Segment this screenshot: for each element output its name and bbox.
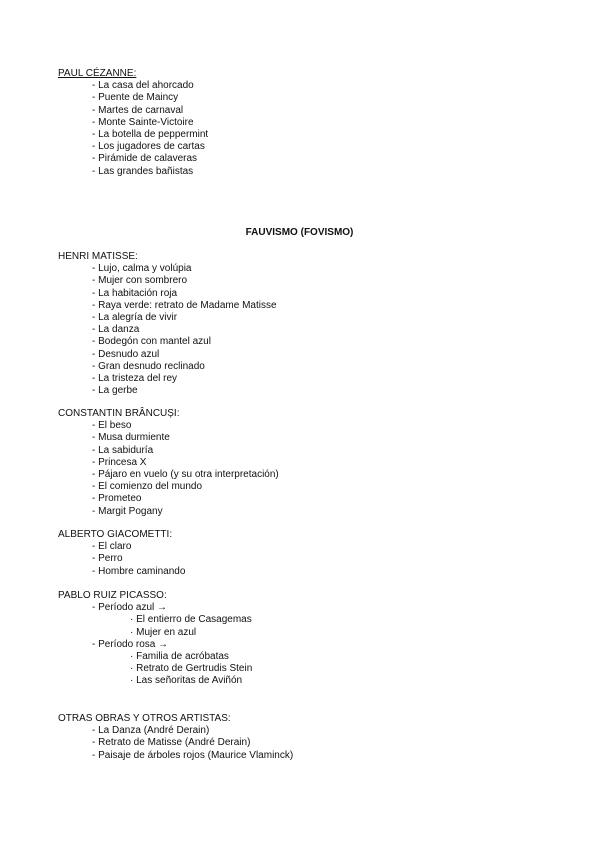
list-item: - Pájaro en vuelo (y su otra interpretación) xyxy=(92,469,279,481)
list-item: - Prometeo xyxy=(92,493,142,505)
heading-matisse: HENRI MATISSE: xyxy=(58,251,138,262)
sublist-azul xyxy=(58,614,558,638)
section-otras xyxy=(58,713,558,762)
list-cezanne xyxy=(58,80,558,178)
section-brancusi xyxy=(58,408,558,518)
list-item: - El claro xyxy=(92,541,132,553)
list-item: - La casa del ahorcado xyxy=(92,80,194,92)
list-item: - Retrato de Matisse (André Derain) xyxy=(92,737,251,749)
list-item: - Hombre caminando xyxy=(92,565,186,577)
period-azul: - Período azul → xyxy=(92,602,168,614)
list-item: - La sabiduría xyxy=(92,444,154,456)
list-item: - Bodegón con mantel azul xyxy=(92,336,211,348)
list-item: - La alegría de vivir xyxy=(92,312,178,324)
section-matisse xyxy=(58,251,558,397)
list-item: · Las señoritas de Aviñón xyxy=(130,675,243,687)
list-brancusi xyxy=(58,420,558,518)
list-item: - Perro xyxy=(92,553,123,565)
list-item: - Lujo, calma y volúpia xyxy=(92,263,192,275)
section-picasso xyxy=(58,590,558,688)
list-item: - Martes de carnaval xyxy=(92,104,184,116)
heading-picasso: PABLO RUIZ PICASSO: xyxy=(58,590,167,601)
list-item: - La botella de peppermint xyxy=(92,129,209,141)
list-item: - Puente de Maincy xyxy=(92,92,179,104)
list-item: - La tristeza del rey xyxy=(92,373,178,385)
list-picasso xyxy=(58,602,558,687)
period-rosa: - Período rosa → xyxy=(92,638,169,650)
list-item: · El entierro de Casagemas xyxy=(130,614,252,626)
heading-brancusi: CONSTANTIN BRÂNCUȘI: xyxy=(58,408,180,419)
list-item: - Princesa X xyxy=(92,456,147,468)
section-giacometti xyxy=(58,529,558,578)
heading-otras: OTRAS OBRAS Y OTROS ARTISTAS: xyxy=(58,713,231,724)
list-item: - El beso xyxy=(92,420,132,432)
list-item: - La habitación roja xyxy=(92,287,178,299)
list-item: - Paisaje de árboles rojos (Maurice Vlaminck) xyxy=(92,749,294,761)
list-item: - Las grandes bañistas xyxy=(92,165,194,177)
heading-cezanne: PAUL CÉZANNE: xyxy=(58,68,137,79)
list-matisse xyxy=(58,263,558,397)
list-item: - La Danza (André Derain) xyxy=(92,725,210,737)
list-item: - Mujer con sombrero xyxy=(92,275,188,287)
period-rosa-works xyxy=(58,651,558,688)
list-item: · Mujer en azul xyxy=(130,626,197,638)
list-item: · Familia de acróbatas xyxy=(130,651,229,663)
list-giacometti xyxy=(58,541,558,578)
list-item: - Los jugadores de cartas xyxy=(92,141,205,153)
list-item: - La gerbe xyxy=(92,385,138,397)
list-item: - La danza xyxy=(92,324,140,336)
list-item: - Musa durmiente xyxy=(92,432,170,444)
period-azul-works xyxy=(58,614,558,638)
list-item: - El comienzo del mundo xyxy=(92,481,203,493)
section-title-fauvismo: FAUVISMO (FOVISMO) xyxy=(245,227,354,238)
list-item: - Pirámide de calaveras xyxy=(92,153,198,165)
section-cezanne xyxy=(58,68,558,178)
list-item: - Margit Pogany xyxy=(92,505,163,517)
list-item: - Desnudo azul xyxy=(92,348,160,360)
list-item: - Monte Sainte-Victoire xyxy=(92,116,194,128)
list-otras xyxy=(58,725,558,762)
heading-giacometti: ALBERTO GIACOMETTI: xyxy=(58,529,173,540)
list-item: - Raya verde: retrato de Madame Matisse xyxy=(92,299,277,311)
list-item: · Retrato de Gertrudis Stein xyxy=(130,663,253,675)
list-item: - Gran desnudo reclinado xyxy=(92,360,205,372)
sublist-rosa xyxy=(58,651,558,688)
